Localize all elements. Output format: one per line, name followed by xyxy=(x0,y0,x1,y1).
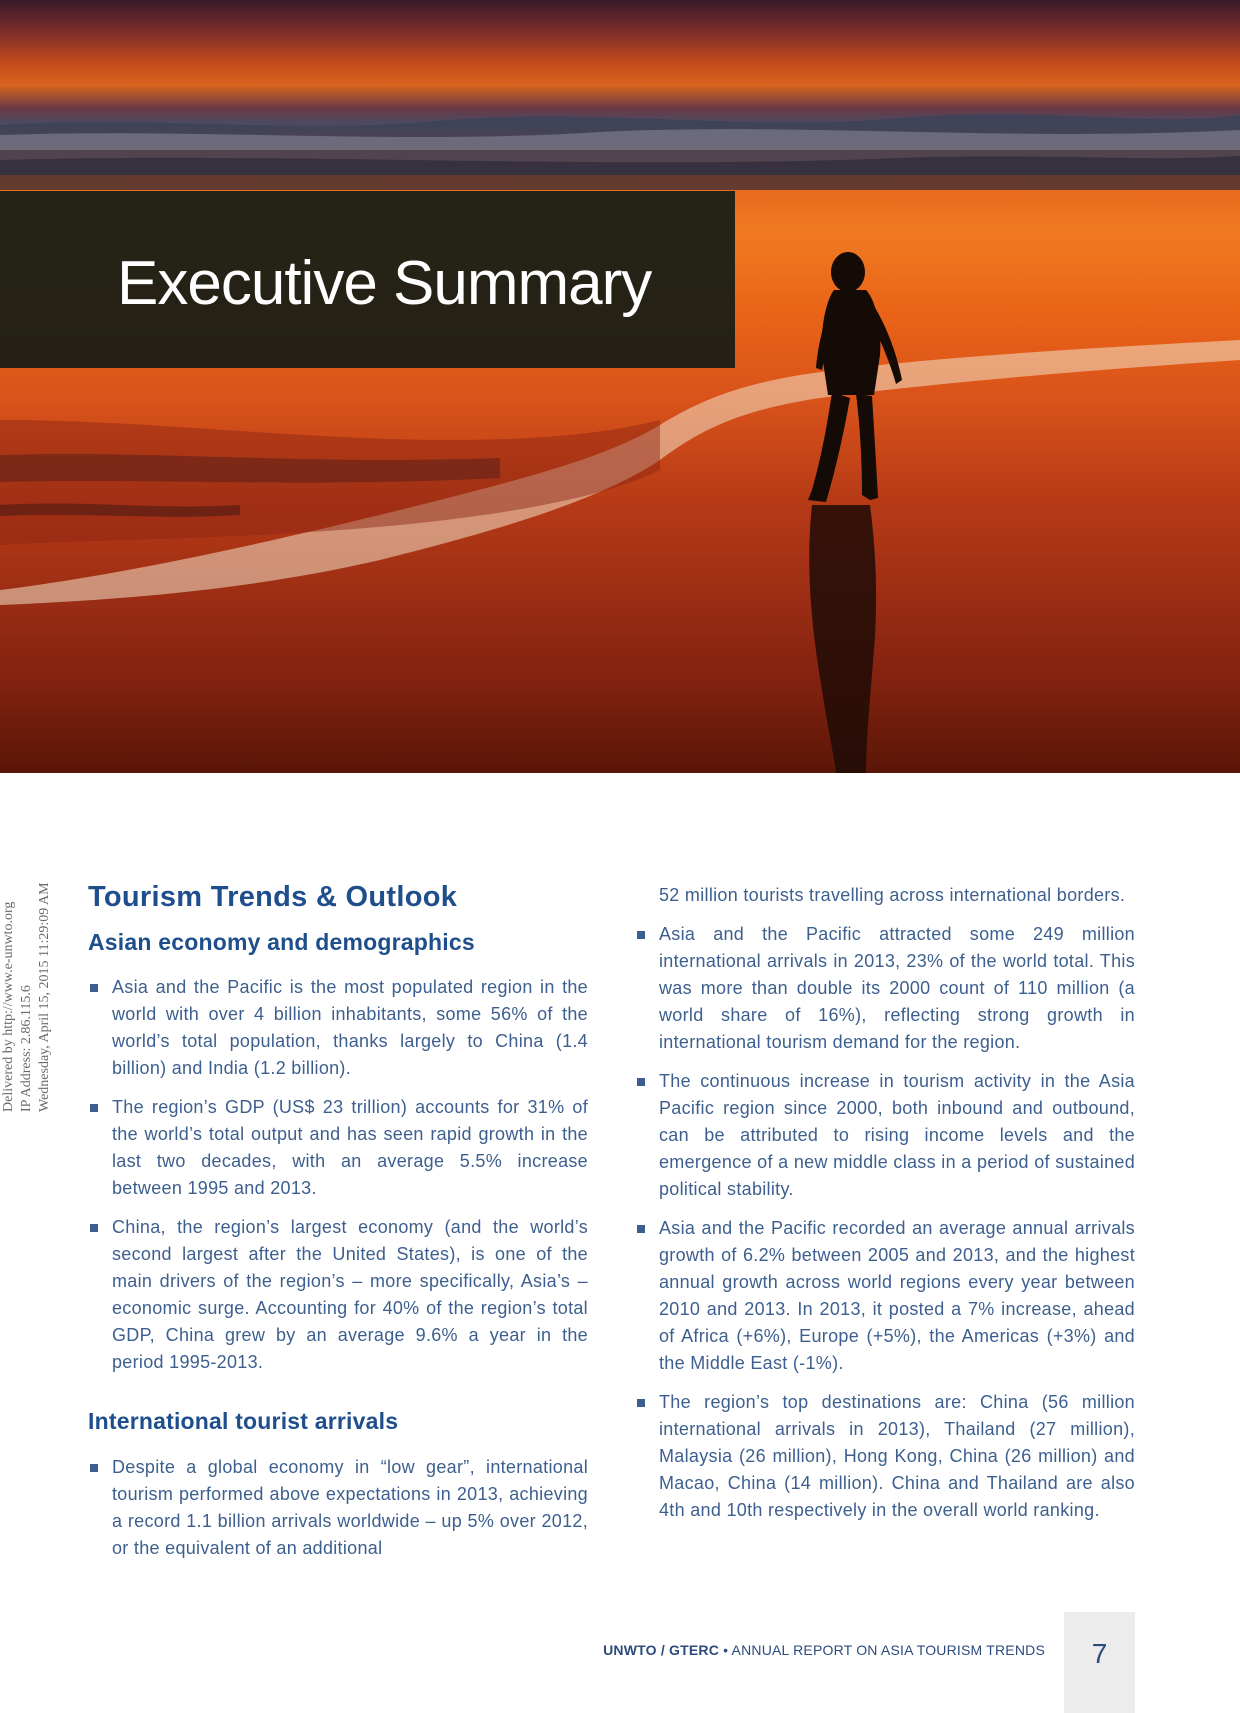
footer-text xyxy=(603,1642,1045,1658)
watermark-line: IP Address: 2.86.115.6 xyxy=(19,985,34,1112)
list-item: Asia and the Pacific is the most populated region in the world with over 4 billion inhabitants, some 56% of the world’s total population, thanks largely to China (1.4 billion) and India (1.2 billion). xyxy=(88,974,588,1082)
download-watermark xyxy=(0,812,54,1112)
bullet-list xyxy=(635,921,1135,1524)
list-item: The continuous increase in tourism activity in the Asia Pacific region since 2000, both inbound and outbound, can be attributed to rising income levels and the emergence of a new middle class in a period of sustained political stability. xyxy=(635,1068,1135,1203)
watermark-line: Wednesday, April 15, 2015 11:29:09 AM xyxy=(37,882,52,1112)
list-item: Asia and the Pacific attracted some 249 million international arrivals in 2013, 23% of the world total. This was more than double its 2000 count of 110 million (a world share of 16%), reflecting strong growth in international tourism demand for the region. xyxy=(635,921,1135,1056)
page-number-box xyxy=(1064,1612,1135,1713)
page-footer xyxy=(0,1612,1240,1713)
list-item: The region’s top destinations are: China (56 million international arrivals in 2013), Thailand (27 million), Malaysia (26 million), Hong Kong, China (26 million) and Macao, China (14 million). China and Thailand are also 4th and 10th respectively in the overall world ranking. xyxy=(635,1389,1135,1524)
right-column xyxy=(635,882,1135,1536)
continued-paragraph: 52 million tourists travelling across international borders. xyxy=(659,885,1126,905)
subsection-title: International tourist arrivals xyxy=(88,1408,399,1435)
list-item: The region’s GDP (US$ 23 trillion) accounts for 31% of the world’s total output and has seen rapid growth in the last two decades, with an average 5.5% increase between 1995 and 2013. xyxy=(88,1094,588,1202)
bullet-list xyxy=(88,1454,588,1562)
page-number: 7 xyxy=(1091,1638,1108,1669)
list-item: Asia and the Pacific recorded an average annual arrivals growth of 6.2% between 2005 and 2013, and the highest annual growth across world regions every year between 2010 and 2013. In 2013, it posted a 7% increase, ahead of Africa (+6%), Europe (+5%), the Americas (+3%) and the Middle East (-1%). xyxy=(635,1215,1135,1377)
hero-image xyxy=(0,0,1240,773)
watermark-line: Delivered by http://www.e-unwto.org xyxy=(1,901,16,1112)
left-column xyxy=(88,880,588,1574)
page-title: Executive Summary xyxy=(117,249,652,318)
bullet-list xyxy=(88,974,588,1376)
title-band xyxy=(0,191,735,368)
footer-org: UNWTO / GTERC xyxy=(603,1642,720,1658)
footer-report-title: ANNUAL REPORT ON ASIA TOURISM TRENDS xyxy=(731,1642,1045,1658)
list-item: China, the region’s largest economy (and the world’s second largest after the United States), is one of the main drivers of the region’s – more specifically, Asia’s – economic surge. Accounting for 40% of the region’s total GDP, China grew by an average 9.6% a year in the period 1995-2013. xyxy=(88,1214,588,1376)
beach-sunset-image xyxy=(0,0,1240,773)
footer-separator: • xyxy=(719,1642,732,1658)
subsection-title: Asian economy and demographics xyxy=(88,928,475,955)
section-title: Tourism Trends & Outlook xyxy=(88,881,458,913)
list-item: Despite a global economy in “low gear”, international tourism performed above expectations in 2013, achieving a record 1.1 billion arrivals worldwide – up 5% over 2012, or the equivalent of an additional xyxy=(88,1454,588,1562)
